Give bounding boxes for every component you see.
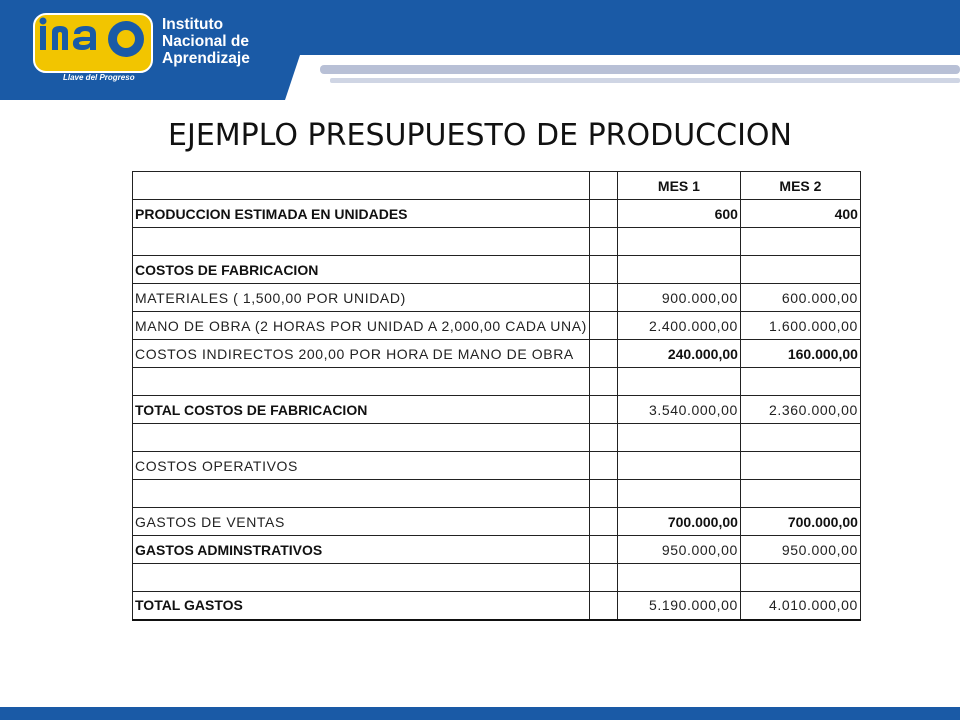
- row-spacer-cell: [589, 228, 617, 256]
- table-row: [133, 200, 861, 228]
- row-label-cell: COSTOS DE FABRICACION: [133, 256, 590, 284]
- row-mes1-cell: [617, 368, 740, 396]
- row-spacer-cell: [589, 312, 617, 340]
- row-mes1-cell: 950.000,00: [617, 536, 740, 564]
- table-row: [133, 284, 861, 312]
- row-label-cell: TOTAL COSTOS DE FABRICACION: [133, 396, 590, 424]
- row-spacer-cell: [589, 256, 617, 284]
- table-row: [133, 564, 861, 592]
- row-mes1-cell: [617, 256, 740, 284]
- row-spacer-cell: [589, 592, 617, 620]
- logo-tagline: Llave del Progreso: [63, 73, 135, 82]
- table-row: [133, 508, 861, 536]
- row-mes2-cell: [740, 368, 860, 396]
- row-mes2-cell: 600.000,00: [740, 284, 860, 312]
- header-cell-mes2: MES 2: [740, 172, 860, 200]
- row-label-cell: GASTOS ADMINSTRATIVOS: [133, 536, 590, 564]
- institution-name-line-3: Aprendizaje: [162, 50, 250, 67]
- table-header-row: [133, 172, 861, 200]
- row-label-cell: PRODUCCION ESTIMADA EN UNIDADES: [133, 200, 590, 228]
- institution-name-line-2: Nacional de: [162, 33, 249, 50]
- header-banner: [0, 0, 960, 100]
- row-spacer-cell: [589, 536, 617, 564]
- table-row: [133, 340, 861, 368]
- row-label-cell: MANO DE OBRA (2 HORAS POR UNIDAD A 2,000,00 CADA UNA): [133, 312, 590, 340]
- row-mes1-cell: [617, 480, 740, 508]
- row-label-cell: COSTOS OPERATIVOS: [133, 452, 590, 480]
- row-mes1-cell: [617, 424, 740, 452]
- row-spacer-cell: [589, 564, 617, 592]
- table-row: [133, 480, 861, 508]
- row-mes2-cell: 2.360.000,00: [740, 396, 860, 424]
- row-label-cell: [133, 424, 590, 452]
- row-mes2-cell: [740, 564, 860, 592]
- row-label-cell: MATERIALES ( 1,500,00 POR UNIDAD): [133, 284, 590, 312]
- row-spacer-cell: [589, 424, 617, 452]
- institution-name-line-1: Instituto: [162, 16, 224, 33]
- row-label-cell: COSTOS INDIRECTOS 200,00 POR HORA DE MANO DE OBRA: [133, 340, 590, 368]
- row-mes1-cell: [617, 228, 740, 256]
- row-mes2-cell: 700.000,00: [740, 508, 860, 536]
- row-mes2-cell: [740, 452, 860, 480]
- header-cell-label: [133, 172, 590, 200]
- table-row: [133, 424, 861, 452]
- row-spacer-cell: [589, 368, 617, 396]
- table-row: [133, 396, 861, 424]
- row-spacer-cell: [589, 200, 617, 228]
- table-row: [133, 312, 861, 340]
- row-mes1-cell: [617, 452, 740, 480]
- table-row: [133, 368, 861, 396]
- row-label-cell: TOTAL GASTOS: [133, 592, 590, 620]
- row-mes1-cell: 2.400.000,00: [617, 312, 740, 340]
- row-mes1-cell: 600: [617, 200, 740, 228]
- production-budget-table: [132, 171, 861, 621]
- row-label-cell: [133, 368, 590, 396]
- row-mes2-cell: [740, 256, 860, 284]
- row-mes1-cell: 5.190.000,00: [617, 592, 740, 620]
- table-row: [133, 256, 861, 284]
- row-mes2-cell: [740, 424, 860, 452]
- row-mes2-cell: 1.600.000,00: [740, 312, 860, 340]
- row-spacer-cell: [589, 480, 617, 508]
- row-mes2-cell: [740, 480, 860, 508]
- row-label-cell: GASTOS DE VENTAS: [133, 508, 590, 536]
- row-mes2-cell: 400: [740, 200, 860, 228]
- row-label-cell: [133, 480, 590, 508]
- institution-name: [162, 16, 250, 67]
- row-label-cell: [133, 228, 590, 256]
- table-row: [133, 228, 861, 256]
- row-spacer-cell: [589, 396, 617, 424]
- row-spacer-cell: [589, 340, 617, 368]
- row-mes2-cell: 4.010.000,00: [740, 592, 860, 620]
- header-cell-mes1: MES 1: [617, 172, 740, 200]
- row-mes1-cell: 900.000,00: [617, 284, 740, 312]
- ina-logo: [26, 12, 158, 82]
- row-mes1-cell: 3.540.000,00: [617, 396, 740, 424]
- row-spacer-cell: [589, 452, 617, 480]
- row-spacer-cell: [589, 284, 617, 312]
- table-row: [133, 452, 861, 480]
- row-label-cell: [133, 564, 590, 592]
- row-spacer-cell: [589, 508, 617, 536]
- row-mes1-cell: [617, 564, 740, 592]
- row-mes1-cell: 240.000,00: [617, 340, 740, 368]
- row-mes2-cell: 950.000,00: [740, 536, 860, 564]
- table-row: [133, 536, 861, 564]
- row-mes2-cell: [740, 228, 860, 256]
- header-cell-spacer: [589, 172, 617, 200]
- table-row: [133, 592, 861, 620]
- row-mes2-cell: 160.000,00: [740, 340, 860, 368]
- footer-bar: [0, 707, 960, 720]
- page-title: EJEMPLO PRESUPUESTO DE PRODUCCION: [168, 118, 792, 153]
- row-mes1-cell: 700.000,00: [617, 508, 740, 536]
